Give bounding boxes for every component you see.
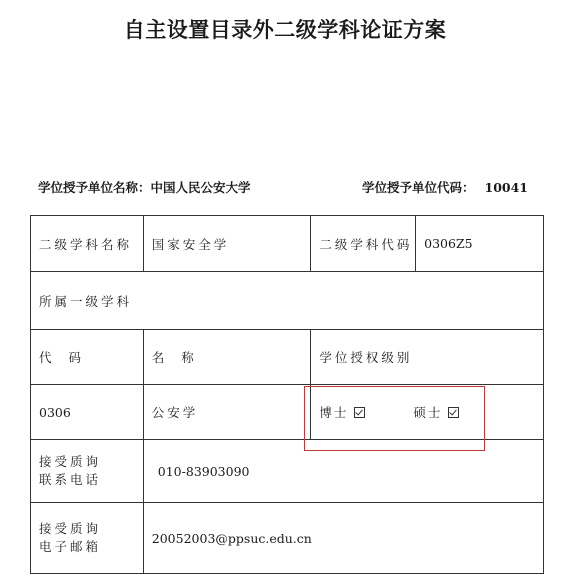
phone-label-line1: 接受质询 [39, 454, 102, 469]
unit-name: 学位授予单位名称：中国人民公安大学 [38, 180, 251, 195]
email-label-line2: 电子邮箱 [39, 539, 102, 554]
table-row [31, 216, 544, 272]
degree-level-highlight [304, 386, 485, 451]
phone-label [31, 440, 144, 503]
email-label [31, 503, 144, 574]
unit-code-value: 10041 [484, 180, 529, 195]
discipline-name: 公安学 [143, 385, 311, 440]
unit-code-label: 学位授予单位代码： [362, 180, 475, 195]
subject-code-label: 二级学科代码 [311, 216, 416, 272]
doctor-label: 博士 [319, 405, 349, 420]
parent-discipline-label: 所属一级学科 [31, 272, 544, 330]
table-row [31, 503, 544, 574]
unit-code-row [362, 178, 528, 196]
subject-name-label: 二级学科名称 [31, 216, 144, 272]
table-row [31, 330, 544, 385]
discipline-code: 0306 [31, 385, 144, 440]
degree-level-header: 学位授权级别 [311, 330, 544, 385]
subject-code-value: 0306Z5 [416, 216, 544, 272]
phone-label-line2: 联系电话 [39, 472, 102, 487]
name-header: 名 称 [143, 330, 311, 385]
table-row [31, 272, 544, 330]
email-value: 20052003@ppsuc.edu.cn [143, 503, 543, 574]
document-title: 自主设置目录外二级学科论证方案 [123, 18, 447, 42]
email-label-line1: 接受质询 [39, 521, 102, 536]
code-header: 代 码 [31, 330, 144, 385]
subject-name-value: 国家安全学 [143, 216, 311, 272]
phone-value: 010-83903090 [143, 440, 543, 503]
master-label: 硕士 [413, 405, 443, 420]
